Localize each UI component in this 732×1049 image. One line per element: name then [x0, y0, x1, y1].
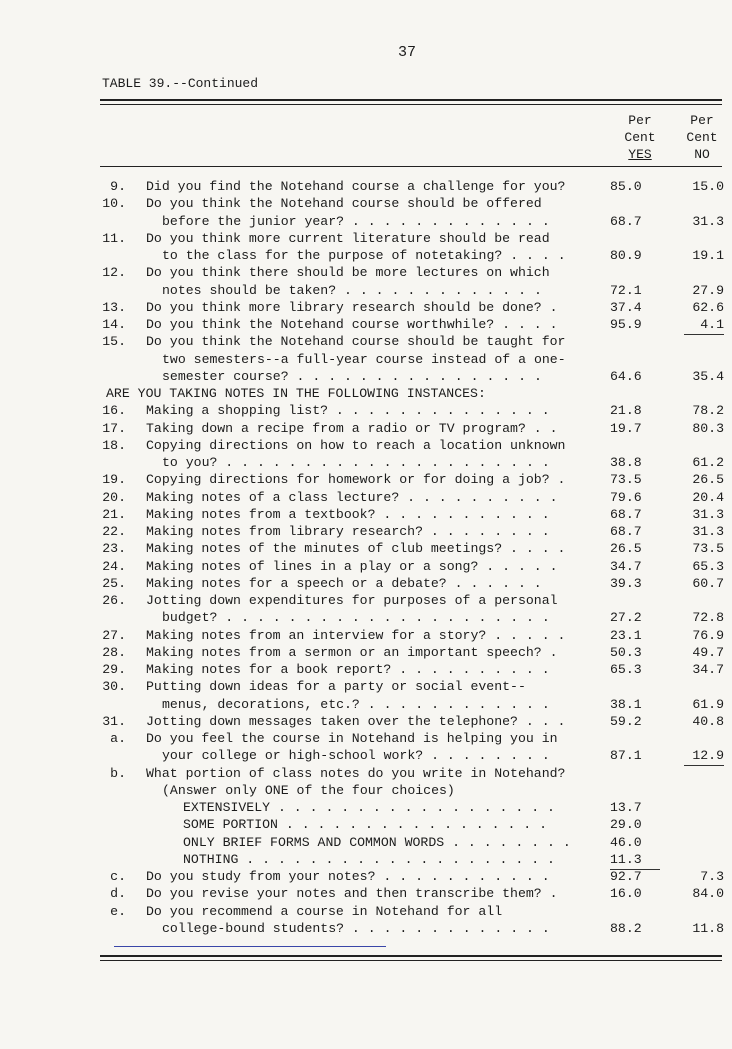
row-question: Do you think the Notehand course should be offered [146, 196, 542, 212]
no-percent: 19.1 [692, 248, 724, 263]
row-question: ONLY BRIEF FORMS AND COMMON WORDS . . . . . . . . [183, 834, 571, 850]
row-number: 17. [102, 420, 126, 436]
row-question: to you? . . . . . . . . . . . . . . . . . . . . . [162, 455, 550, 470]
row-question: notes should be taken? . . . . . . . . . . . . . [162, 282, 542, 298]
no-percent: 4.1 [684, 316, 724, 335]
row-question: Jotting down expenditures for purposes of a personal [146, 593, 558, 608]
table-row [0, 903, 732, 921]
yes-percent: 37.4 [610, 299, 642, 315]
yes-percent: 68.7 [610, 213, 642, 229]
header-bottom-rule [100, 166, 722, 167]
table-row [0, 713, 732, 731]
row-number: 26. [102, 593, 126, 608]
row-question: two semesters--a full-year course instead of a one- [162, 351, 566, 367]
yes-percent: 72.1 [610, 282, 642, 298]
row-question: Making notes for a book report? . . . . . . . . . . [146, 662, 550, 677]
table-row [0, 799, 732, 817]
yes-percent: 85.0 [610, 179, 642, 194]
no-percent: 20.4 [692, 489, 724, 505]
yes-percent: 46.0 [610, 834, 642, 850]
top-double-rule-2 [100, 104, 722, 105]
row-number: 24. [102, 558, 126, 574]
table-row [0, 213, 732, 231]
row-number: 21. [102, 506, 126, 522]
no-percent: 72.8 [692, 610, 724, 626]
row-question: (Answer only ONE of the four choices) [162, 782, 455, 798]
table-row [0, 868, 732, 886]
top-double-rule-1 [100, 99, 722, 101]
yes-percent: 88.2 [610, 920, 642, 936]
table-row [0, 368, 732, 386]
table-row [0, 644, 732, 662]
no-percent: 62.6 [692, 299, 724, 315]
no-percent: 34.7 [692, 662, 724, 677]
table-row [0, 523, 732, 541]
table-row [0, 282, 732, 300]
yes-header-line1: Per [628, 113, 652, 128]
no-percent: 31.3 [692, 213, 724, 229]
row-number: 22. [102, 524, 126, 539]
no-percent: 31.3 [692, 506, 724, 522]
table-row [0, 627, 732, 645]
no-percent: 84.0 [692, 886, 724, 902]
row-question: college-bound students? . . . . . . . . . . . . . [162, 920, 550, 936]
yes-percent: 34.7 [610, 558, 642, 574]
table-row [0, 782, 732, 800]
row-question: Jotting down messages taken over the telephone? . . . [146, 713, 566, 729]
row-number: b. [110, 765, 126, 781]
table-row [0, 540, 732, 558]
table-row [0, 230, 732, 248]
yes-percent: 92.7 [610, 869, 642, 884]
table-row [0, 575, 732, 593]
no-percent: 49.7 [692, 644, 724, 660]
no-percent: 78.2 [692, 403, 724, 419]
table-row [0, 420, 732, 438]
page-number: 37 [398, 44, 417, 61]
table-row [0, 834, 732, 852]
row-number: 15. [102, 334, 126, 350]
no-percent: 60.7 [692, 575, 724, 591]
table-row [0, 454, 732, 472]
no-percent: 11.8 [692, 920, 724, 936]
table-row [0, 247, 732, 265]
no-percent: 7.3 [700, 869, 724, 884]
table-row [0, 747, 732, 765]
row-number: 14. [102, 317, 126, 332]
no-column-header [677, 112, 727, 163]
row-number: 20. [102, 489, 126, 505]
table-row [0, 385, 732, 403]
row-question: before the junior year? . . . . . . . . . . . . . [162, 213, 550, 229]
yes-percent: 59.2 [610, 713, 642, 729]
row-question: EXTENSIVELY . . . . . . . . . . . . . . . . . . [183, 800, 555, 815]
no-header-line1: Per [690, 113, 714, 128]
row-question: Do you think the Notehand course worthwhile? . . . . [146, 317, 558, 332]
no-percent: 31.3 [692, 524, 724, 539]
table-row [0, 661, 732, 679]
section-heading: ARE YOU TAKING NOTES IN THE FOLLOWING INSTANCES: [106, 386, 486, 401]
no-percent: 65.3 [692, 558, 724, 574]
table-row [0, 696, 732, 714]
row-number: c. [110, 869, 126, 884]
row-question: Do you think there should be more lectures on which [146, 265, 550, 281]
pen-underline-e [114, 946, 386, 947]
table-row [0, 264, 732, 282]
table-row [0, 885, 732, 903]
row-question: Did you find the Notehand course a challenge for you? [146, 179, 566, 194]
yes-percent: 68.7 [610, 506, 642, 522]
no-percent: 26.5 [692, 472, 724, 488]
row-question: Putting down ideas for a party or social event-- [146, 679, 526, 695]
table-row [0, 351, 732, 369]
table-row [0, 592, 732, 610]
table-row [0, 333, 732, 351]
yes-percent: 80.9 [610, 248, 642, 263]
table-row [0, 609, 732, 627]
table-row [0, 816, 732, 834]
row-number: 28. [102, 644, 126, 660]
row-question: SOME PORTION . . . . . . . . . . . . . . . . . [183, 817, 548, 833]
table-row [0, 471, 732, 489]
yes-percent: 50.3 [610, 644, 642, 660]
yes-percent: 27.2 [610, 610, 642, 626]
row-question: Making notes from an interview for a story? . . . . . [146, 627, 566, 643]
no-header-line2: Cent [686, 130, 718, 145]
yes-percent: 68.7 [610, 524, 642, 539]
yes-percent: 26.5 [610, 541, 642, 557]
yes-percent: 65.3 [610, 662, 642, 677]
yes-percent: 95.9 [610, 317, 642, 332]
row-number: 29. [102, 662, 126, 677]
row-question: What portion of class notes do you write in Notehand? [146, 765, 566, 781]
table-row [0, 558, 732, 576]
table-row [0, 299, 732, 317]
no-percent: 40.8 [692, 713, 724, 729]
yes-percent: 64.6 [610, 368, 642, 384]
table-row [0, 178, 732, 196]
yes-percent: 87.1 [610, 748, 642, 764]
yes-percent: 13.7 [610, 800, 642, 815]
row-question: Making notes from a textbook? . . . . . . . . . . . [146, 506, 550, 522]
row-number: 13. [102, 299, 126, 315]
no-percent: 35.4 [692, 368, 724, 384]
row-number: 11. [102, 230, 126, 246]
yes-header-line3: YES [628, 147, 652, 162]
yes-percent: 38.8 [610, 455, 642, 470]
table-row [0, 920, 732, 938]
table-row [0, 765, 732, 783]
row-question: Making notes of lines in a play or a song? . . . . . [146, 558, 558, 574]
row-question: NOTHING . . . . . . . . . . . . . . . . . . . . [183, 851, 555, 867]
row-question: budget? . . . . . . . . . . . . . . . . . . . . . [162, 610, 550, 626]
table-row [0, 678, 732, 696]
row-number: a. [110, 731, 126, 746]
row-number: 9. [110, 179, 126, 194]
yes-column-header [615, 112, 665, 163]
row-question: Making notes from library research? . . . . . . . . [146, 524, 550, 539]
row-question: Making notes for a speech or a debate? . . . . . . [146, 575, 542, 591]
no-percent: 61.2 [692, 455, 724, 470]
row-question: your college or high-school work? . . . . . . . . [162, 748, 550, 764]
row-number: 25. [102, 575, 126, 591]
row-number: 12. [102, 265, 126, 281]
yes-percent: 29.0 [610, 817, 642, 833]
bottom-double-rule-1 [100, 955, 722, 957]
row-question: Copying directions for homework or for doing a job? . [146, 472, 566, 488]
table-row [0, 402, 732, 420]
table-row [0, 730, 732, 748]
no-percent: 27.9 [692, 282, 724, 298]
yes-percent: 39.3 [610, 575, 642, 591]
table-row [0, 851, 732, 869]
row-number: 27. [102, 627, 126, 643]
row-question: Do you think more library research should be done? . [146, 299, 558, 315]
yes-percent: 23.1 [610, 627, 642, 643]
row-number: d. [110, 886, 126, 902]
yes-percent: 79.6 [610, 489, 642, 505]
row-question: menus, decorations, etc.? . . . . . . . . . . . . [162, 696, 550, 712]
table-row [0, 195, 732, 213]
yes-percent: 38.1 [610, 696, 642, 712]
row-question: Making notes of a class lecture? . . . . . . . . . . [146, 489, 558, 505]
no-header-line3: NO [694, 147, 710, 162]
table-caption: TABLE 39.--Continued [102, 76, 259, 91]
table-row [0, 437, 732, 455]
no-percent: 73.5 [692, 541, 724, 557]
row-question: Making a shopping list? . . . . . . . . . . . . . . [146, 403, 550, 419]
yes-header-line2: Cent [624, 130, 656, 145]
row-question: Do you revise your notes and then transcribe them? . [146, 886, 558, 902]
yes-percent: 73.5 [610, 472, 642, 488]
no-percent: 80.3 [692, 420, 724, 436]
row-number: 19. [102, 472, 126, 488]
row-question: Taking down a recipe from a radio or TV program? . . [146, 420, 558, 436]
row-question: Do you recommend a course in Notehand for all [146, 903, 503, 919]
row-number: 30. [102, 679, 126, 695]
table-row [0, 506, 732, 524]
row-number: 16. [102, 403, 126, 419]
row-number: 10. [102, 196, 126, 212]
table-row [0, 489, 732, 507]
row-number: e. [110, 903, 126, 919]
yes-percent: 11.3 [610, 851, 660, 870]
row-question: Making notes from a sermon or an important speech? . [146, 644, 558, 660]
bottom-double-rule-2 [100, 960, 722, 961]
yes-percent: 19.7 [610, 420, 642, 436]
row-question: Do you think more current literature should be read [146, 230, 550, 246]
row-question: Do you think the Notehand course should be taught for [146, 334, 566, 350]
row-question: Do you feel the course in Notehand is helping you in [146, 731, 558, 746]
no-percent: 76.9 [692, 627, 724, 643]
yes-percent: 16.0 [610, 886, 642, 902]
table-row [0, 316, 732, 334]
no-percent: 12.9 [684, 747, 724, 766]
no-percent: 61.9 [692, 696, 724, 712]
row-question: semester course? . . . . . . . . . . . . . . . . [162, 368, 542, 384]
row-question: Making notes of the minutes of club meetings? . . . . [146, 541, 566, 557]
row-question: Do you study from your notes? . . . . . . . . . . . [146, 869, 550, 884]
row-number: 31. [102, 713, 126, 729]
row-number: 18. [102, 437, 126, 453]
row-question: to the class for the purpose of notetaking? . . . . [162, 248, 566, 263]
yes-percent: 21.8 [610, 403, 642, 419]
row-question: Copying directions on how to reach a location unknown [146, 437, 566, 453]
row-number: 23. [102, 541, 126, 557]
no-percent: 15.0 [692, 179, 724, 194]
